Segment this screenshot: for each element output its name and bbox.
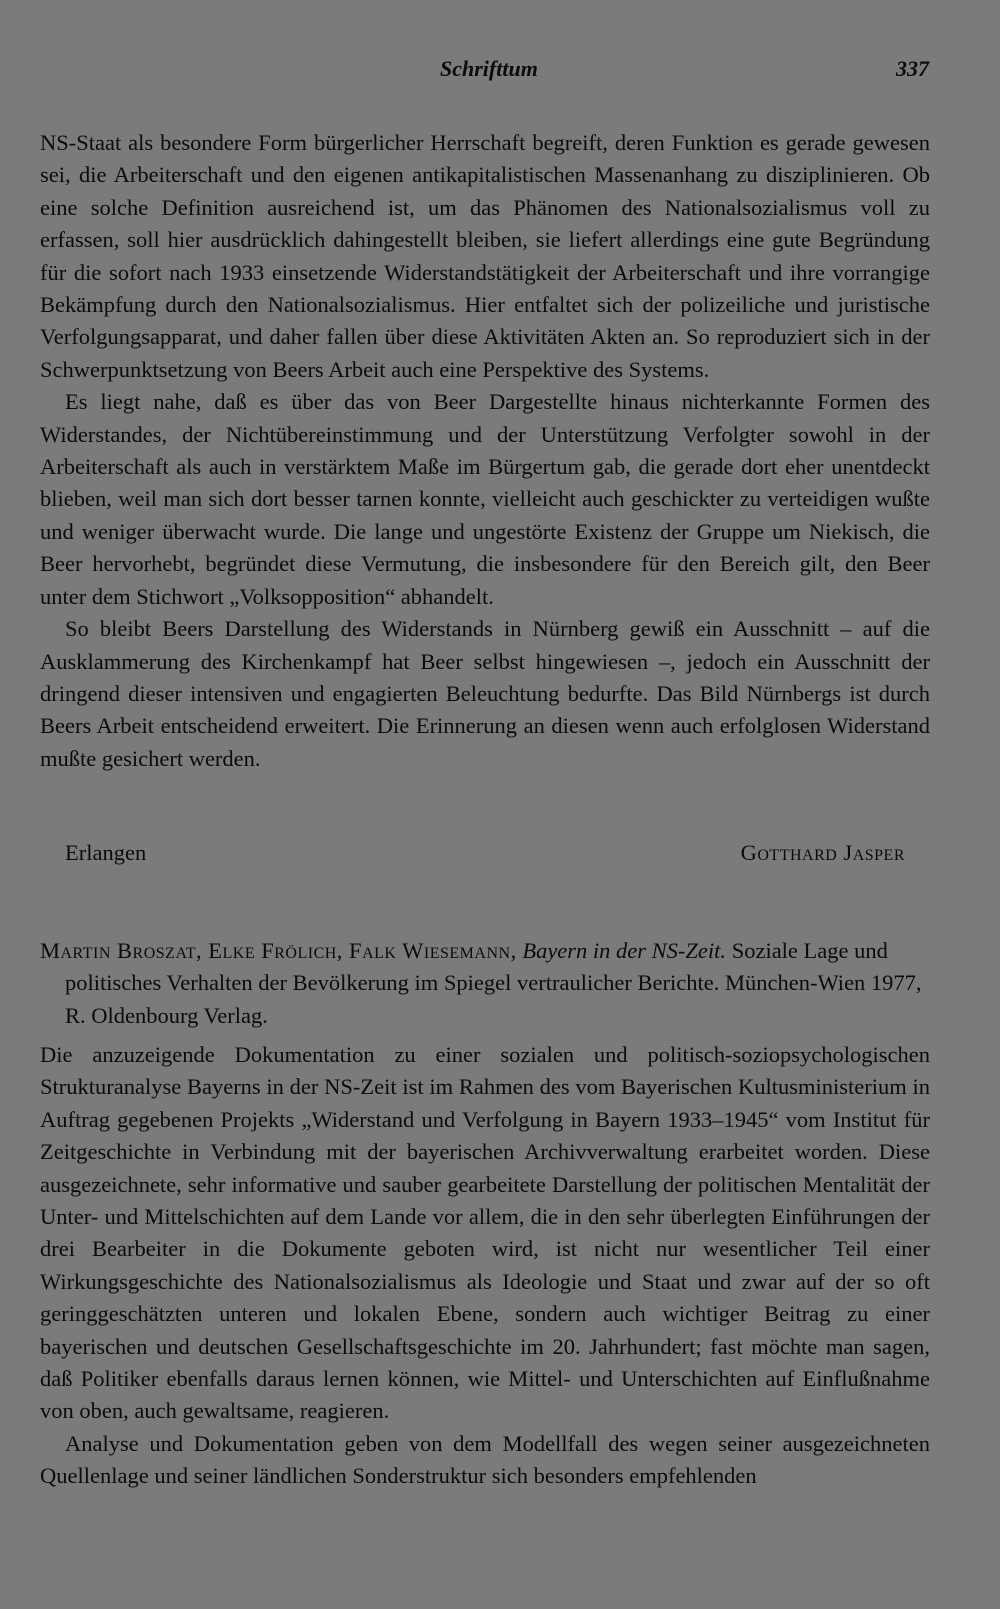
page-number: 337: [896, 56, 929, 81]
paragraph: So bleibt Beers Darstellung des Widerstands in Nürnberg gewiß ein Ausschnitt – auf die Ausklammerung des Kirchenkampf hat Beer selbst hingewiesen –, jedoch ein Ausschnitt der dringend dieser intensiven und engagierten Beleuchtung bedurfte. Das Bild Nürnbergs ist durch Beers Arbeit entscheidend erweitert. Die Erinnerung an diesen wenn auch erfolglosen Widerstand mußte gesichert werden.: [40, 616, 930, 771]
first-review-text: [40, 127, 930, 775]
section-title: Schrifttum: [440, 56, 538, 81]
paragraph: Es liegt nahe, daß es über das von Beer Dargestellte hinaus nichterkannte Formen des Widerstandes, der Nichtübereinstimmung und der Unterstützung Verfolgter sowohl in der Arbeiterschaft als auch in verstärktem Maße im Bürgertum gab, die gerade dort eher unentdeckt blieben, weil man sich dort besser tarnen konnte, vielleicht auch geschickter zu verteidigen wußte und weniger überwacht wurde. Die lange und ungestörte Existenz der Gruppe um Niekisch, die Beer hervorhebt, begründet diese Vermutung, die insbesondere für den Bereich gilt, den Beer unter dem Stichwort „Volksopposition“ abhandelt.: [40, 389, 930, 609]
review-citation: [40, 935, 930, 1032]
book-title: Bayern in der NS-Zeit.: [522, 938, 727, 963]
running-head: [0, 52, 1000, 84]
review-authors: Martin Broszat, Elke Frölich, Falk Wiesemann,: [40, 938, 517, 963]
paragraph: Die anzuzeigende Dokumentation zu einer sozialen und politisch-soziopsychologischen Strukturanalyse Bayerns in der NS-Zeit ist im Rahmen des vom Bayerischen Kultusministerium in Auftrag gegebenen Projekts „Widerstand und Verfolgung in Bayern 1933–1945“ vom Institut für Zeitgeschichte in Verbindung mit der bayerischen Archivverwaltung erarbeitet worden. Diese ausgezeichnete, sehr informative und sauber gearbeitete Darstellung der politischen Mentalität der Unter- und Mittelschichten auf dem Lande vor allem, die in den sehr überlegten Einführungen der drei Bearbeiter in die Dokumente geboten wird, ist nicht nur wesentlicher Teil einer Wirkungsgeschichte des Nationalsozialismus als Ideologie und Staat und zwar auf der so oft geringgeschätzten unteren und lokalen Ebene, sondern auch wichtiger Beitrag zu einer bayerischen und deutschen Gesellschaftsgeschichte im 20. Jahrhundert; fast möchte man sagen, daß Politiker ebenfalls daraus lernen können, wie Mittel- und Unterschichten auf Einflußnahme von oben, auch gewaltsame, reagieren.: [40, 1042, 930, 1424]
paragraph: Analyse und Dokumentation geben von dem Modellfall des wegen seiner ausgezeichneten Quellenlage und seiner ländlichen Sonderstruktur sich besonders empfehlenden: [40, 1430, 930, 1489]
signature-author: Gotthard Jasper: [740, 840, 905, 865]
paragraph: NS-Staat als besondere Form bürgerlicher Herrschaft begreift, deren Funktion es gerade gewesen sei, die Arbeiterschaft und den eigenen antikapitalistischen Massenanhang zu disziplinieren. Ob eine solche Definition ausreichend ist, um das Phänomen des Nationalsozialismus voll zu erfassen, soll hier ausdrücklich dahingestellt bleiben, sie liefert allerdings eine gute Begründung für die sofort nach 1933 einsetzende Widerstandstätigkeit der Arbeiterschaft und ihre vorrangige Bekämpfung durch den Nationalsozialismus. Hier entfaltet sich der polizeiliche und juristische Verfolgungsapparat, und daher fallen über diese Aktivitäten Akten an. So reproduziert sich in der Schwerpunktsetzung von Beers Arbeit auch eine Perspektive des Systems.: [40, 130, 930, 382]
review-signature: [65, 840, 905, 872]
signature-place: Erlangen: [65, 840, 147, 865]
book-details: Soziale Lage und politisches Verhalten der Bevölkerung im Spiegel vertraulicher Berichte. München-Wien 1977, R. Oldenbourg Verlag.: [65, 938, 922, 1028]
second-review-text: [40, 1039, 930, 1493]
